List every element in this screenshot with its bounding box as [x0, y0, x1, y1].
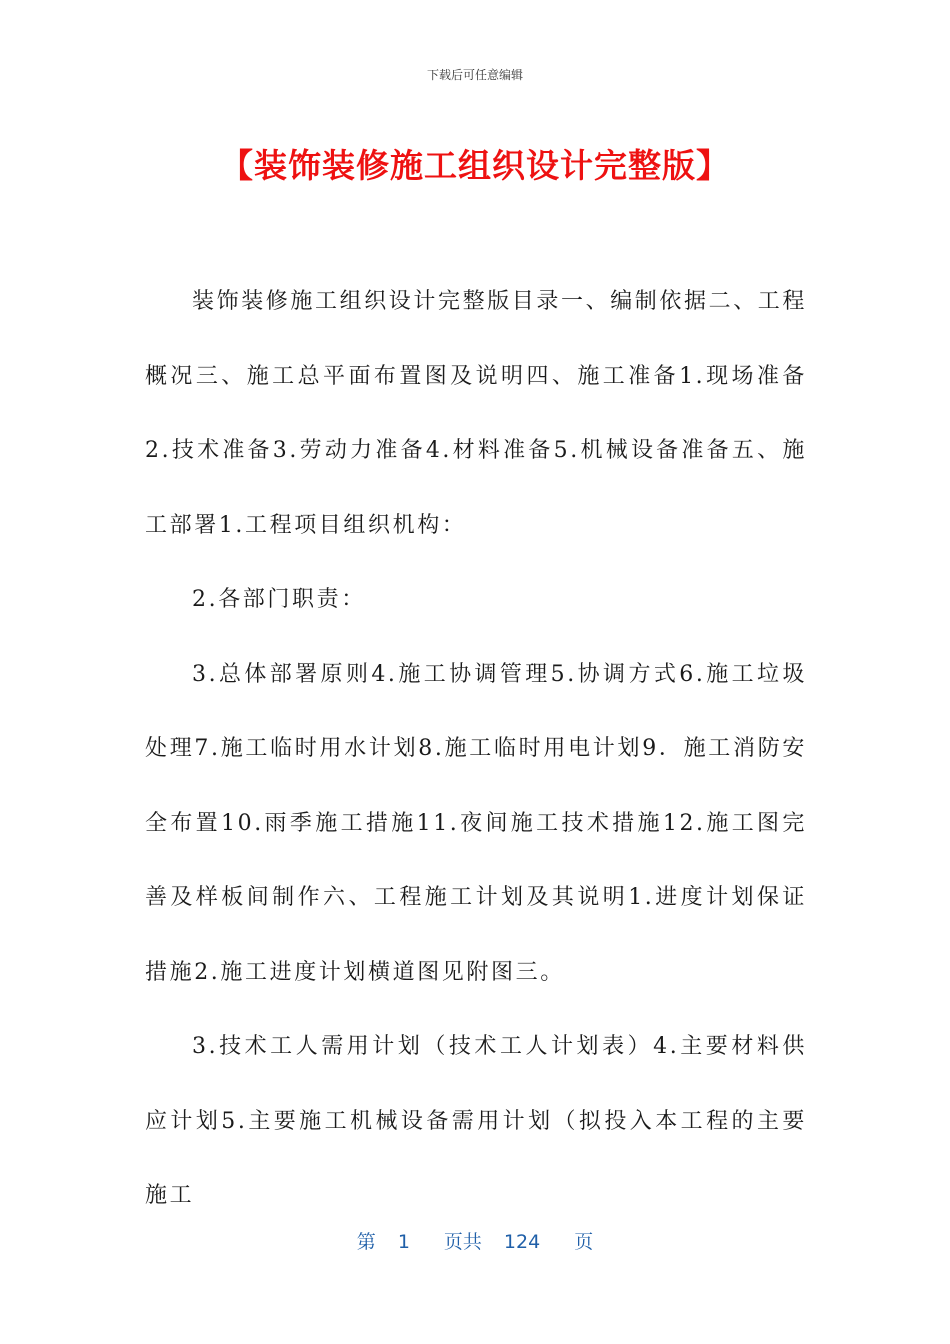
body-paragraph-3: 3.总体部署原则4.施工协调管理5.协调方式6.施工垃圾处理7.施工临时用水计划8.施工临时用电计划9．施工消防安全布置10.雨季施工措施11.夜间施工技术措施12.施工图完善及样板间制作六、工程施工计划及其说明1.进度计划保证措施2.施工进度计划横道图见附图三。 [145, 661, 807, 985]
body-paragraph-4: 3.技术工人需用计划（技术工人计划表）4.主要材料供应计划5.主要施工机械设备需用计划（拟投入本工程的主要施工 [145, 1034, 807, 1208]
footer-middle: 页共 [443, 1231, 482, 1253]
document-title: 【装饰装修施工组织设计完整版】 [220, 146, 730, 185]
page-footer [0, 1227, 950, 1254]
footer-page-number: 1 [397, 1231, 410, 1253]
document-body [145, 265, 807, 1234]
body-paragraph-1: 装饰装修施工组织设计完整版目录一、编制依据二、工程概况三、施工总平面布置图及说明四、施工准备1.现场准备2.技术准备3.劳动力准备4.材料准备5.机械设备准备五、施工部署1.工程项目组织机构： [145, 289, 808, 538]
body-paragraph-2: 2.各部门职责： [192, 587, 366, 612]
footer-total-pages: 124 [503, 1231, 541, 1253]
footer-suffix: 页 [574, 1231, 594, 1253]
footer-prefix: 第 [356, 1231, 376, 1253]
header-note: 下载后可任意编辑 [426, 68, 523, 82]
